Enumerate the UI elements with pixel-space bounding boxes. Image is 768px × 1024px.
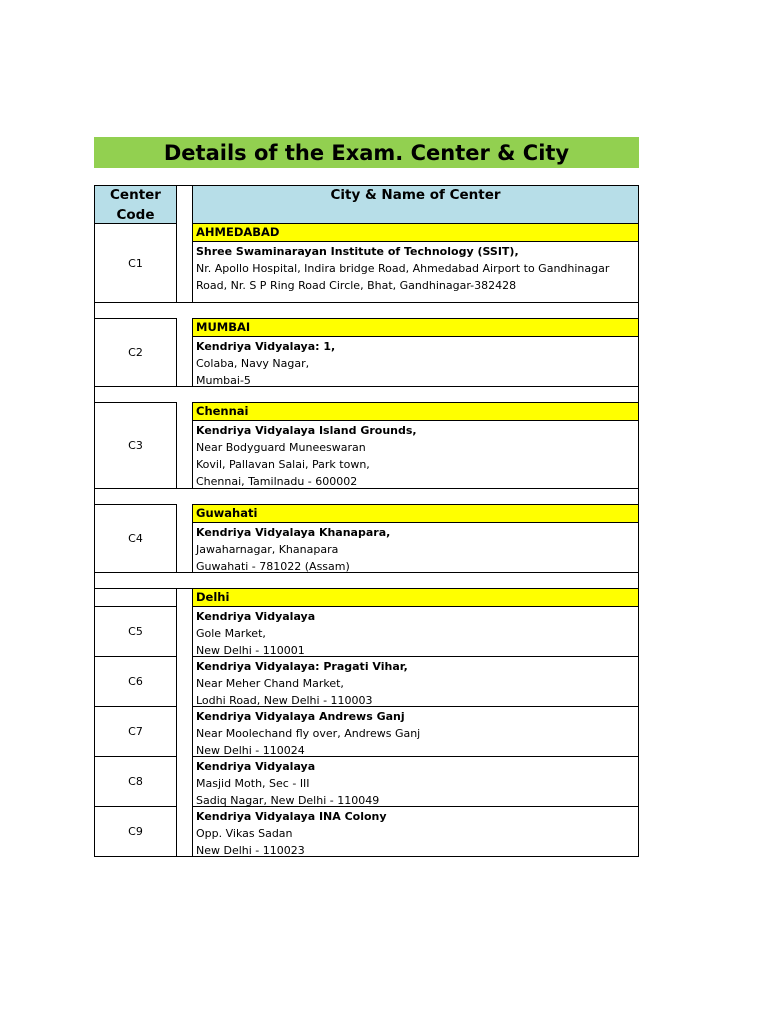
address-line: Near Moolechand fly over, Andrews Ganj xyxy=(196,727,421,740)
center-address xyxy=(192,656,639,706)
center-code: C7 xyxy=(94,706,176,756)
table-header-row xyxy=(94,185,639,223)
center-row xyxy=(94,420,639,488)
address-line: New Delhi - 110023 xyxy=(196,844,305,857)
center-name: Kendriya Vidyalaya Andrews Ganj xyxy=(196,710,405,723)
center-row xyxy=(94,241,639,302)
center-code: C2 xyxy=(94,318,176,386)
center-row xyxy=(94,606,639,656)
center-code: C9 xyxy=(94,806,176,856)
spacer-column xyxy=(176,806,192,856)
address-line: Opp. Vikas Sadan xyxy=(196,827,293,840)
address-line: New Delhi - 110001 xyxy=(196,644,305,657)
address-line: Jawaharnagar, Khanapara xyxy=(196,543,339,556)
address-line: Colaba, Navy Nagar, xyxy=(196,357,310,370)
center-row xyxy=(94,706,639,756)
spacer-column xyxy=(176,756,192,806)
spacer-column xyxy=(176,223,192,302)
city-name: Guwahati xyxy=(192,504,639,522)
address-line: Near Meher Chand Market, xyxy=(196,677,344,690)
center-code-header-line-1: Center xyxy=(110,186,161,203)
spacer-column xyxy=(176,318,192,386)
center-row xyxy=(94,806,639,856)
spacer-cell xyxy=(94,302,639,318)
center-name: Kendriya Vidyalaya: 1, xyxy=(196,340,336,353)
spacer-column xyxy=(176,402,192,488)
center-row xyxy=(94,336,639,386)
city-name: Delhi xyxy=(192,588,639,606)
exam-center-table xyxy=(94,185,639,857)
center-code: C4 xyxy=(94,504,176,572)
center-row xyxy=(94,522,639,572)
center-name: Kendriya Vidyalaya Island Grounds, xyxy=(196,424,417,437)
city-name: MUMBAI xyxy=(192,318,639,336)
spacer-row xyxy=(94,302,639,318)
address-line: Lodhi Road, New Delhi - 110003 xyxy=(196,694,373,707)
center-name: Kendriya Vidyalaya xyxy=(196,610,316,623)
center-address xyxy=(192,522,639,572)
center-address xyxy=(192,420,639,488)
address-line: New Delhi - 110024 xyxy=(196,744,305,757)
center-name: Shree Swaminarayan Institute of Technology (SSIT), xyxy=(196,245,519,258)
center-code: C3 xyxy=(94,402,176,488)
center-row xyxy=(94,656,639,706)
address-line: Kovil, Pallavan Salai, Park town, xyxy=(196,458,370,471)
table-bottom-border xyxy=(94,856,639,857)
center-code: C5 xyxy=(94,606,176,656)
spacer-cell xyxy=(94,572,639,588)
spacer-row xyxy=(94,572,639,588)
address-line: Mumbai-5 xyxy=(196,374,251,387)
city-name: Chennai xyxy=(192,402,639,420)
spacer-column xyxy=(176,656,192,706)
spacer-column xyxy=(176,185,192,223)
spacer-column xyxy=(176,706,192,756)
center-name: Kendriya Vidyalaya xyxy=(196,760,316,773)
spacer-row xyxy=(94,488,639,504)
spacer-column xyxy=(176,588,192,606)
spacer-cell xyxy=(94,386,639,402)
page-title: Details of the Exam. Center & City xyxy=(94,137,639,168)
city-name-header: City & Name of Center xyxy=(192,185,639,223)
center-address xyxy=(192,606,639,656)
center-address xyxy=(192,336,639,386)
address-line: Sadiq Nagar, New Delhi - 110049 xyxy=(196,794,380,807)
center-address xyxy=(192,706,639,756)
address-line: Nr. Apollo Hospital, Indira bridge Road, Ahmedabad Airport to Gandhinagar xyxy=(196,262,610,275)
center-name: Kendriya Vidyalaya Khanapara, xyxy=(196,526,391,539)
spacer-cell xyxy=(94,488,639,504)
spacer-column xyxy=(176,504,192,572)
address-line: Gole Market, xyxy=(196,627,266,640)
center-code-header-line-2: Code xyxy=(116,206,155,223)
spacer-column xyxy=(176,606,192,656)
city-name: AHMEDABAD xyxy=(192,223,639,241)
center-address xyxy=(192,756,639,806)
address-line: Chennai, Tamilnadu - 600002 xyxy=(196,475,358,488)
center-address xyxy=(192,241,639,302)
center-name: Kendriya Vidyalaya: Pragati Vihar, xyxy=(196,660,408,673)
address-line: Near Bodyguard Muneeswaran xyxy=(196,441,366,454)
center-code-header xyxy=(94,185,176,223)
city-row xyxy=(94,588,639,606)
center-code: C8 xyxy=(94,756,176,806)
address-line: Guwahati - 781022 (Assam) xyxy=(196,560,350,573)
center-row xyxy=(94,756,639,806)
center-name: Kendriya Vidyalaya INA Colony xyxy=(196,810,387,823)
city-row-code-cell xyxy=(94,588,176,606)
center-code: C1 xyxy=(94,223,176,302)
center-address xyxy=(192,806,639,856)
center-code: C6 xyxy=(94,656,176,706)
address-line: Road, Nr. S P Ring Road Circle, Bhat, Gandhinagar-382428 xyxy=(196,279,517,292)
address-line: Masjid Moth, Sec - III xyxy=(196,777,310,790)
spacer-row xyxy=(94,386,639,402)
